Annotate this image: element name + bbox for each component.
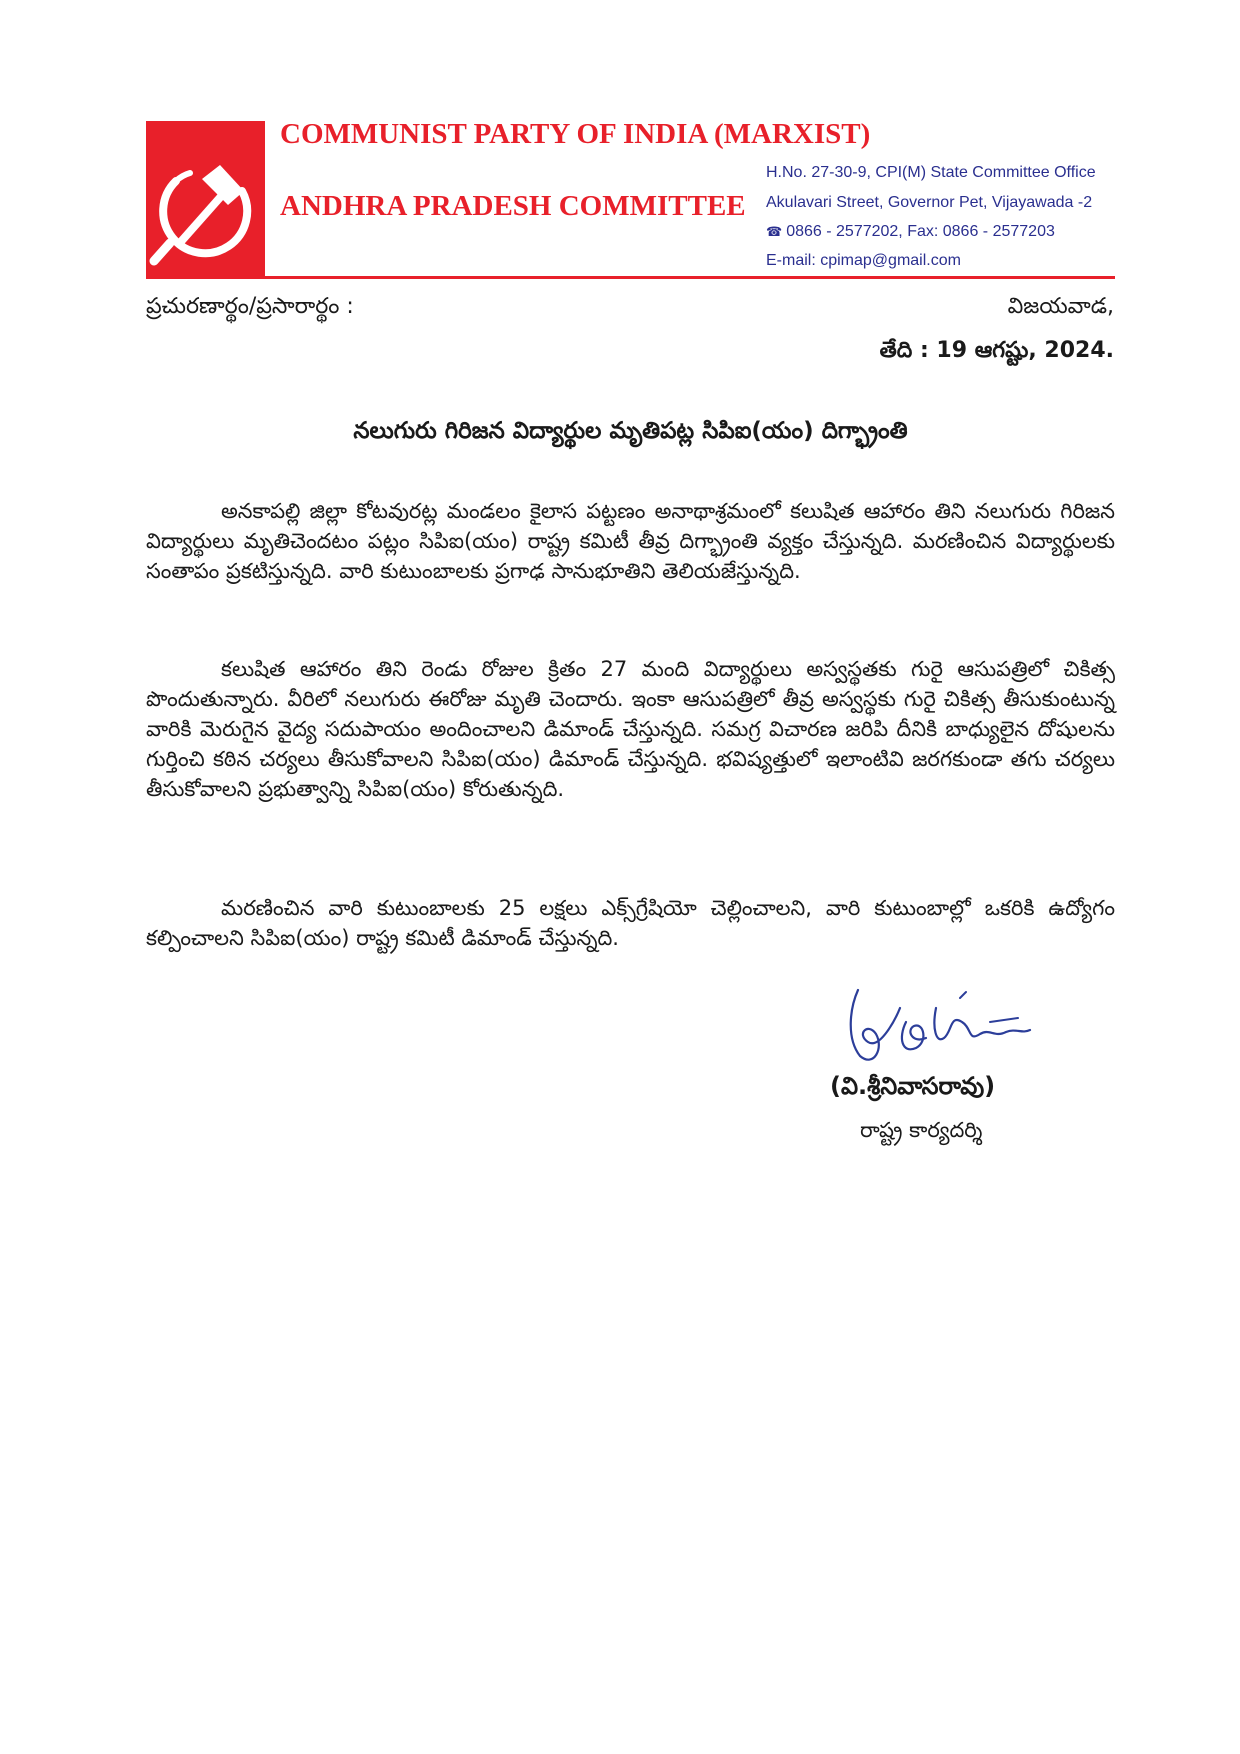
release-label: ప్రచురణార్థం/ప్రసారార్థం : (146, 294, 354, 319)
committee-name: ANDHRA PRADESH COMMITTEE (280, 190, 746, 222)
signatory-designation: రాష్ట్ర కార్యదర్శి (860, 1118, 983, 1142)
handwritten-signature (840, 978, 1040, 1068)
place-label: విజయవాడ, (1007, 294, 1114, 319)
email-line: E-mail: cpimap@gmail.com (766, 252, 961, 269)
office-address-line: H.No. 27-30-9, CPI(M) State Committee Office (766, 164, 1096, 181)
headline: నలుగురు గిరిజన విద్యార్థుల మృతిపట్ల సిపిఐ(యం) దిగ్భ్రాంతి (353, 418, 908, 444)
body-paragraph-2: కలుషిత ఆహారం తిని రెండు రోజుల క్రితం 27 మంది విద్యార్థులు అస్వస్థతకు గురై ఆసుపత్రిలో చికిత్స పొందుతున్నారు. వీరిలో నలుగురు ఈరోజు మృతి చెందారు. ఇంకా ఆసుపత్రిలో తీవ్ర అస్వస్థకు గురై చికిత్స తీసుకుంటున్న వారికి మెరుగైన వైద్య సదుపాయం అందించాలని డిమాండ్ చేస్తున్నది. సమగ్ర విచారణ జరిపి దీనికి బాధ్యులైన దోషులను గుర్తించి కఠిన చర్యలు తీసుకోవాలని సిపిఐ(యం) డిమాండ్ చేస్తున్నది. భవిష్యత్తులో ఇలాంటివి జరగకుండా తగు చర్యలు తీసుకోవాలని ప్రభుత్వాన్ని సిపిఐ(యం) కోరుతున్నది. (146, 657, 1115, 801)
party-logo (146, 121, 265, 278)
body-paragraph-1: అనకాపల్లి జిల్లా కోటవురట్ల మండలం కైలాస పట్టణం అనాథాశ్రమంలో కలుషిత ఆహారం తిని నలుగురు గిరిజన విద్యార్థులు మృతిచెందటం పట్లం సిపిఐ(యం) రాష్ట్ర కమిటీ తీవ్ర దిగ్భ్రాంతి వ్యక్తం చేస్తున్నది. మరణించిన విద్యార్థులకు సంతాపం ప్రకటిస్తున్నది. వారి కుటుంబాలకు ప్రగాఢ సానుభూతిని తెలియజేస్తున్నది. (146, 499, 1115, 583)
phone-fax-text: 0866 - 2577202, Fax: 0866 - 2577203 (786, 223, 1055, 240)
body-paragraph-3: మరణించిన వారి కుటుంబాలకు 25 లక్షలు ఎక్స్‌గ్రేషియో చెల్లించాలని, వారి కుటుంబాల్లో ఒకరికి ఉద్యోగం కల్పించాలని సిపిఐ(యం) రాష్ట్ర కమిటీ డిమాండ్ చేస్తున్నది. (146, 896, 1115, 950)
phone-fax-line (766, 223, 1055, 241)
party-name: COMMUNIST PARTY OF INDIA (MARXIST) (280, 118, 871, 150)
signatory-name: (వి.శ్రీనివాసరావు) (830, 1072, 996, 1100)
hammer-sickle-icon (146, 121, 265, 278)
date-label: తేది : 19 ఆగష్టు, 2024. (879, 338, 1114, 363)
letterhead-divider (146, 276, 1115, 279)
street-address-line: Akulavari Street, Governor Pet, Vijayawada -2 (766, 194, 1093, 211)
telephone-icon: ☎ (766, 224, 783, 239)
